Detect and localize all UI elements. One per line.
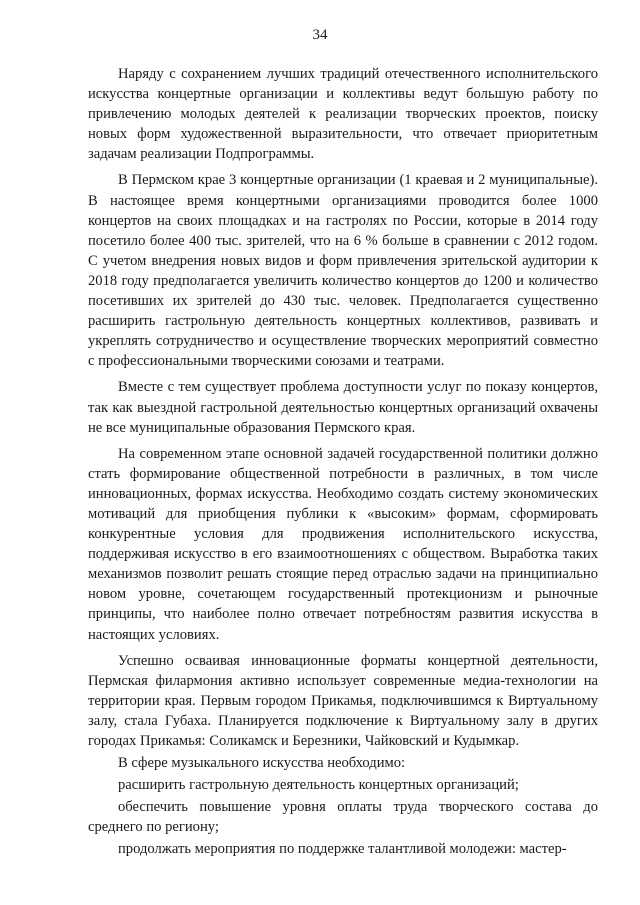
list-item-salary: обеспечить повышение уровня оплаты труда творческого состава до среднего по региону; [88,799,598,836]
document-body [88,64,598,862]
list-item-youth-support: продолжать мероприятия по поддержке талантливой молодежи: мастер- [118,841,567,858]
paragraph-traditions: Наряду с сохранением лучших традиций отечественного исполнительского искусства концертные организации и коллективы ведут большую работу по привлечению молодых деятелей к реализации творческих проектов, поиску новых форм художественной выразительности, что отвечает приоритетным задачам реализации Подпрограммы. [88,66,598,163]
paragraph-accessibility-problem: Вместе с тем существует проблема доступности услуг по показу концертов, так как выездной гастрольной деятельностью концертных организаций охвачены не все муниципальные образования Пермского края. [88,379,598,436]
paragraph-concert-organizations: В Пермском крае 3 концертные организации (1 краевая и 2 муниципальные). В настоящее время концертными организациями проводится более 1000 концертов на своих площадках и на гастролях по России, которые в 2014 году посетило более 400 тыс. зрителей, что на 6 % больше в сравнении с 2012 годом. С учетом внедрения новых видов и форм привлечения зрительской аудитории к 2018 году предполагается увеличить количество концертов до 1200 и количество посетивших их зрителей до 430 тыс. человек. Предполагается существенно расширить гастрольную деятельность концертных коллективов, развивать и укреплять сотрудничество и осуществление творческих мероприятий совместно с профессиональными творческими союзами и театрами. [88,172,598,370]
paragraph-music-needs-intro: В сфере музыкального искусства необходимо: [118,755,406,772]
page-number: 34 [312,27,328,43]
list-item-touring: расширить гастрольную деятельность концертных организаций; [118,777,519,794]
paragraph-virtual-hall: Успешно осваивая инновационные форматы концертной деятельности, Пермская филармония активно использует современные медиа-технологии на территории края. Первым городом Прикамья, подключившимся к Виртуальному залу, стала Губаха. Планируется подключение к Виртуальному залу в других городах Прикамья: Соликамск и Березники, Чайковский и Кудымкар. [88,652,598,749]
paragraph-state-policy: На современном этапе основной задачей государственной политики должно стать формирование общественной потребности в различных, в том числе инновационных, формах искусства. Необходимо создать систему экономических мотиваций для приобщения публики к «высоким» формам, сформировать конкурентные условия для продвижения исполнительского искусства, поддерживая искусство в его взаимоотношениях с обществом. Выработка таких механизмов позволит решать стоящие перед отраслью задачи на принципиально новом уровне, сочетающем государственный протекционизм и рыночные принципы, что наиболее полно отвечает потребностям развития искусства в настоящих условиях. [88,445,598,643]
